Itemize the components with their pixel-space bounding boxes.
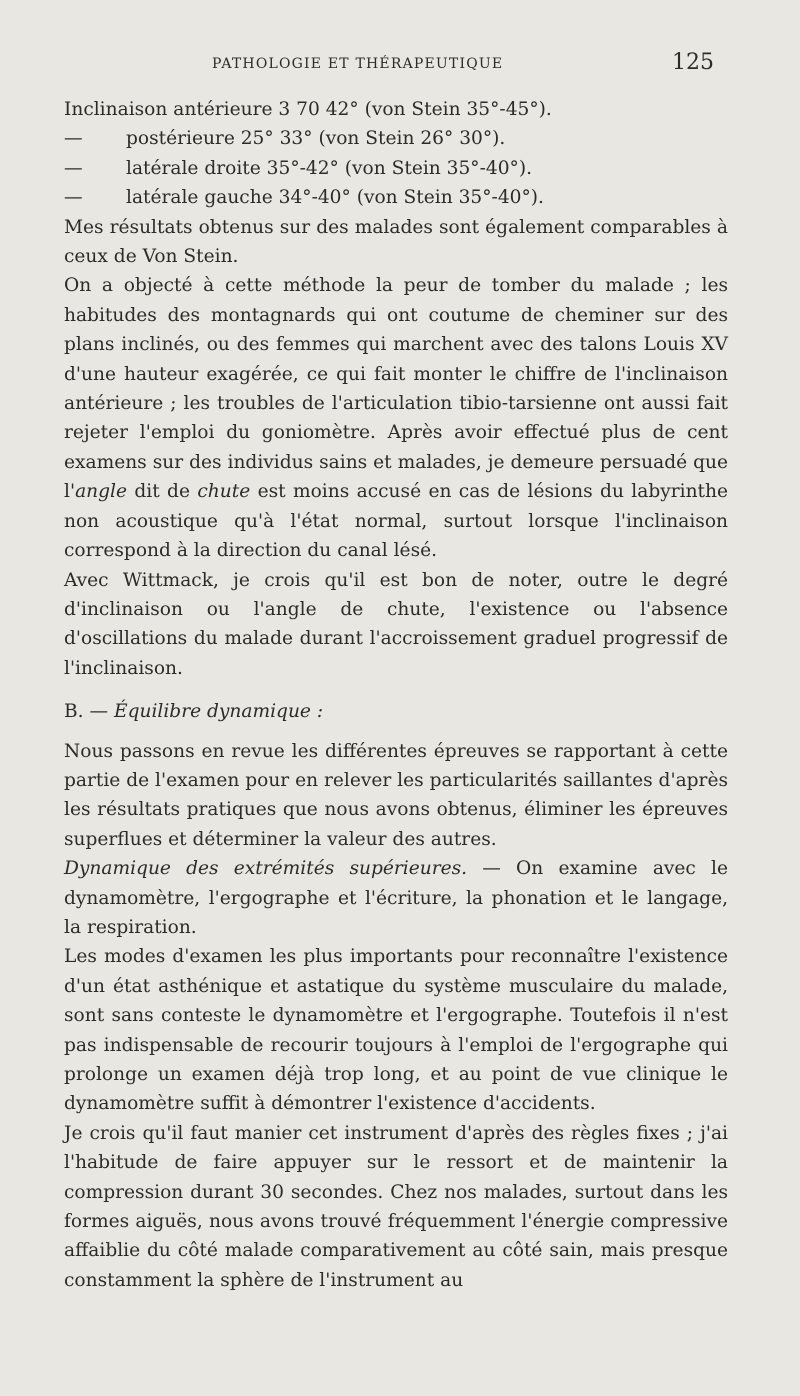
section-heading: B. — Équilibre dynamique : xyxy=(64,701,324,723)
emphasis-angle: angle xyxy=(75,481,127,503)
running-title: PATHOLOGIE ET THÉRAPEUTIQUE xyxy=(212,56,504,72)
section-title: Équilibre dynamique : xyxy=(114,701,324,723)
page-number: 125 xyxy=(672,50,714,75)
paragraph-objections: On a objecté à cette méthode la peur de tomber du malade ; les habitudes des montagnards qui ont coutume de cheminer sur des plans inclinés, ou des femmes qui marchent avec des talons Louis XV d'une hauteur exagérée, ce qui fait monter le chiffre de l'inclinaison antérieure ; les troubles de l'articulation tibio-tarsienne ont aussi fait rejeter l'emploi du goniomètre. Après avoir effectué plus de cent examens sur des individus sains et malades, je demeure persuadé que l'angle dit de chute est moins accusé en cas de lésions du labyrinthe non acoustique qu'à l'état normal, surtout lorsque l'inclinaison correspond à la direction du canal lésé. xyxy=(64,275,728,562)
inclination-line-posterior: — postérieure 25° 33° (von Stein 26° 30°). xyxy=(64,128,506,150)
page-body xyxy=(64,95,728,1295)
running-header xyxy=(0,50,800,80)
paragraph-review: Nous passons en revue les différentes épreuves se rapportant à cette partie de l'examen pour en relever les particularités saillantes d'après les résultats pratiques que nous avons obtenus, éliminer les épreuves superflues et déterminer la valeur des autres. xyxy=(64,740,728,850)
paragraph-exam-modes: Les modes d'examen les plus importants pour reconnaître l'existence d'un état asthénique et astatique du système musculaire du malade, sont sans conteste le dynamomètre et l'ergographe. Toutefois il n'est pas indispensable de recourir toujours à l'emploi de l'ergographe qui prolonge un examen déjà trop long, et au point de vue clinique le dynamomètre suffit à démontrer l'existence d'accidents. xyxy=(64,946,728,1115)
paragraph-results: Mes résultats obtenus sur des malades sont également comparables à ceux de Von Stein. xyxy=(64,216,728,268)
subsection-title: Dynamique des extrémités supérieures. xyxy=(64,858,468,880)
paragraph-wittmack: Avec Wittmack, je crois qu'il est bon de noter, outre le degré d'inclinaison ou l'angle de chute, l'existence ou l'absence d'oscillations du malade durant l'accroissement graduel progressif de l'inclinaison. xyxy=(64,569,728,679)
paragraph-dynamometer: Je crois qu'il faut manier cet instrument d'après des règles fixes ; j'ai l'habitude de faire appuyer sur le ressort et de maintenir la compression durant 30 secondes. Chez nos malades, surtout dans les formes aiguës, nous avons trouvé fréquemment l'énergie compressive affaiblie du côté malade comparativement au côté sain, mais presque constamment la sphère de l'instrument au xyxy=(64,1122,728,1291)
inclination-line-lateral-right: — latérale droite 35°-42° (von Stein 35°-40°). xyxy=(64,157,533,179)
inclination-line-anterior: Inclinaison antérieure 3 70 42° (von Stein 35°-45°). xyxy=(64,99,552,120)
emphasis-chute: chute xyxy=(197,481,251,503)
paragraph-upper-extremities: Dynamique des extrémités supérieures. — On examine avec le dynamomètre, l'ergographe et l'écriture, la phonation et le langage, la respiration. xyxy=(64,858,728,938)
inclination-line-lateral-left: — latérale gauche 34°-40° (von Stein 35°-40°). xyxy=(64,187,544,209)
